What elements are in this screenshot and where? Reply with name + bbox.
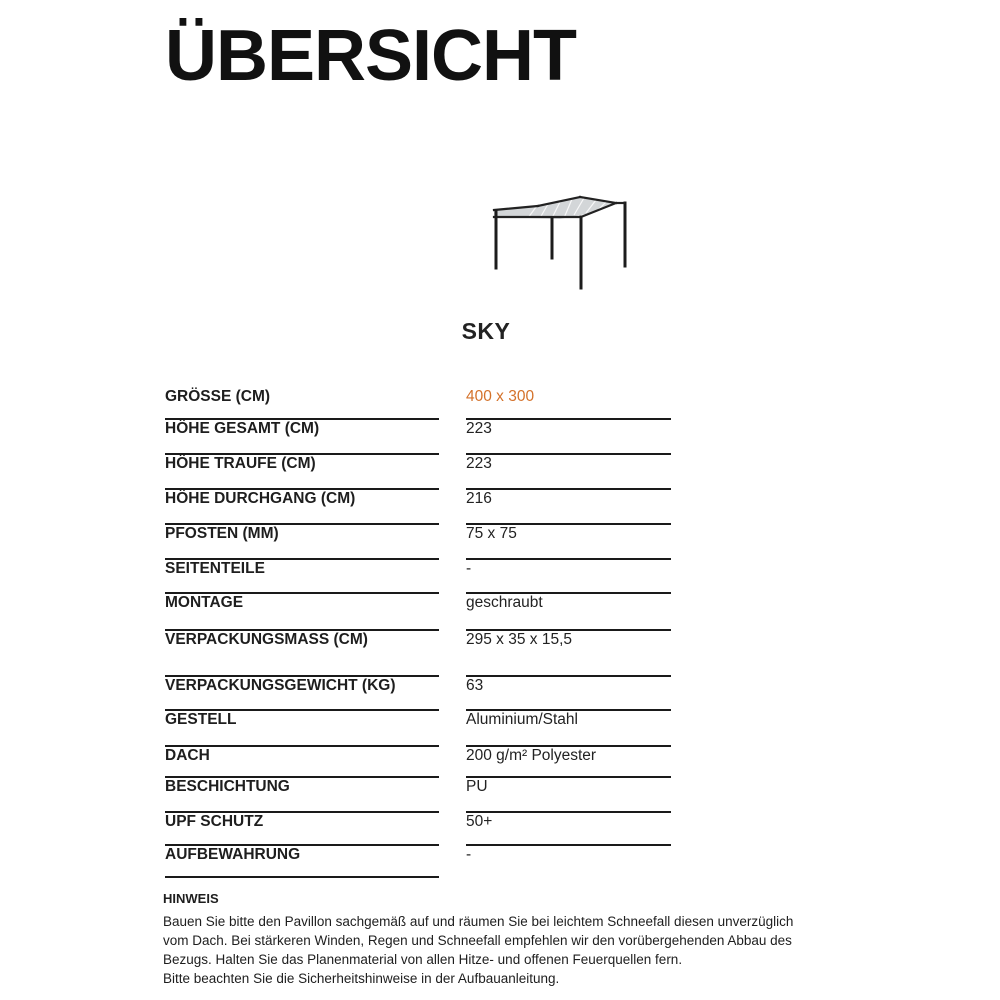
spec-value: 223: [466, 455, 492, 472]
spec-label: MONTAGE: [165, 594, 244, 611]
pavilion-icon: [488, 190, 638, 295]
spec-value: -: [466, 560, 472, 577]
note-line: Bitte beachten Sie die Sicherheitshinweise in der Aufbauanleitung.: [163, 971, 560, 986]
page-title: ÜBERSICHT: [165, 16, 577, 96]
spec-value: -: [466, 846, 472, 863]
spec-label: AUFBEWAHRUNG: [165, 846, 301, 863]
spec-value: 223: [466, 420, 492, 437]
spec-row: [165, 677, 671, 711]
spec-label: UPF SCHUTZ: [165, 813, 264, 830]
spec-row: [165, 560, 671, 594]
note-line: Bezugs. Halten Sie das Planenmaterial von allen Hitze- und offenen Feuerquellen fern.: [163, 952, 683, 967]
product-name: SKY: [461, 318, 511, 344]
spec-value: 50+: [466, 813, 493, 830]
row-divider: [165, 876, 439, 878]
spec-value: 216: [466, 490, 492, 507]
spec-table: [165, 388, 671, 880]
note-line: Bauen Sie bitte den Pavillon sachgemäß auf und räumen Sie bei leichtem Schneefall diesen unverzüglich: [163, 914, 794, 929]
note-section: [163, 890, 863, 988]
spec-row: [165, 813, 671, 846]
spec-value: 75 x 75: [466, 525, 517, 542]
spec-value: 200 g/m² Polyester: [466, 747, 597, 764]
spec-label: GESTELL: [165, 711, 237, 728]
spec-label: HÖHE DURCHGANG (CM): [165, 490, 356, 507]
spec-row: [165, 778, 671, 813]
spec-value: geschraubt: [466, 594, 543, 611]
spec-label: VERPACKUNGSGEWICHT (KG): [165, 677, 396, 694]
spec-row: [165, 594, 671, 631]
spec-label: VERPACKUNGSMASS (CM): [165, 631, 368, 648]
spec-row: [165, 525, 671, 560]
spec-value: Aluminium/Stahl: [466, 711, 578, 728]
spec-value: 63: [466, 677, 484, 694]
spec-label: DACH: [165, 747, 210, 764]
spec-label: HÖHE GESAMT (CM): [165, 420, 320, 437]
spec-row: [165, 455, 671, 490]
spec-label: HÖHE TRAUFE (CM): [165, 455, 316, 472]
note-heading: HINWEIS: [163, 891, 219, 906]
spec-row: [165, 747, 671, 778]
spec-label: PFOSTEN (MM): [165, 525, 279, 542]
spec-row: [165, 420, 671, 455]
spec-row: [165, 846, 671, 880]
spec-row: [165, 631, 671, 677]
spec-row: [165, 711, 671, 747]
spec-row: [165, 490, 671, 525]
spec-row: [165, 388, 671, 420]
spec-label: BESCHICHTUNG: [165, 778, 290, 795]
note-line: vom Dach. Bei stärkeren Winden, Regen und Schneefall empfehlen wir den vorübergehenden Abbau des: [163, 933, 792, 948]
spec-label: SEITENTEILE: [165, 560, 265, 577]
spec-label: GRÖSSE (CM): [165, 388, 271, 405]
spec-value: 295 x 35 x 15,5: [466, 631, 572, 648]
spec-value: 400 x 300: [466, 388, 535, 405]
spec-value: PU: [466, 778, 488, 795]
